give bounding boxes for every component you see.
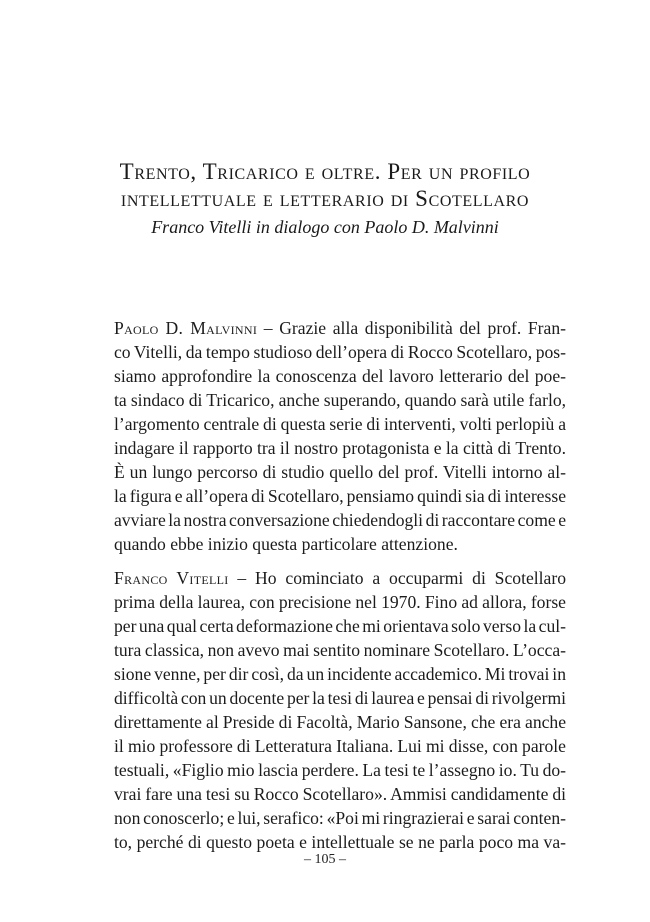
paragraph-1-line: la figura e all’opera di Scotellaro, pensiamo quindi sia di interesse — [114, 486, 566, 506]
paragraph-1-line: Paolo D. Malvinni – Grazie alla disponibilità del prof. Fran- — [114, 318, 566, 338]
paragraph-2-line: sione venne, per dir così, da un incidente accademico. Mi trovai in — [114, 664, 566, 684]
page-number: – 105 – — [304, 852, 346, 867]
paragraph-1-line: indagare il rapporto tra il nostro protagonista e la città di Trento. — [114, 438, 567, 458]
speaker-name: Franco Vitelli — [114, 568, 229, 588]
paragraph-2-line: prima della laurea, con precisione nel 1970. Fino ad allora, forse — [114, 592, 566, 612]
paragraph-2-line: direttamente al Preside di Facoltà, Mario Sansone, che era anche — [114, 712, 567, 732]
chapter-subtitle: Franco Vitelli in dialogo con Paolo D. Malvinni — [151, 217, 499, 237]
chapter-title-line-2: intellettuale e letterario di Scotellaro — [120, 186, 530, 211]
paragraph-2-line: non conoscerlo; e lui, serafico: «Poi mi ringrazierai e sarai conten- — [114, 808, 567, 828]
paragraph-2-line: difficoltà con un docente per la tesi di laurea e pensai di rivolgermi — [114, 688, 567, 708]
paragraph-1-line: ta sindaco di Tricarico, anche superando, quando sarà utile farlo, — [114, 390, 567, 410]
speaker-name: Paolo D. Malvinni — [114, 318, 258, 338]
paragraph-1-line: È un lungo percorso di studio quello del prof. Vitelli intorno al- — [114, 462, 566, 482]
paragraph-2-line: to, perché di questo poeta e intellettuale se ne parla poco ma va- — [114, 832, 566, 852]
paragraph-1-line: co Vitelli, da tempo studioso dell’opera di Rocco Scotellaro, pos- — [114, 342, 566, 362]
paragraph-1-line: quando ebbe inizio questa particolare attenzione. — [114, 534, 458, 554]
paragraph-2-line: vrai fare una tesi su Rocco Scotellaro». Ammisi candidamente di — [114, 784, 567, 804]
paragraph-2-line: Franco Vitelli – Ho cominciato a occuparmi di Scotellaro — [114, 568, 567, 588]
paragraph-2-line: il mio professore di Letteratura Italiana. Lui mi disse, con parole — [114, 736, 566, 756]
paragraph-1-line: l’argomento centrale di questa serie di interventi, volti perlopiù a — [114, 414, 567, 434]
chapter-title-line-1: Trento, Tricarico e oltre. Per un profilo — [119, 159, 531, 184]
paragraph-2-line: testuali, «Figlio mio lascia perdere. La tesi te l’assegno io. Tu do- — [114, 760, 567, 780]
paragraph-1-line: siamo approfondire la conoscenza del lavoro letterario del poe- — [114, 366, 566, 386]
paragraph-2-line: tura classica, non avevo mai sentito nominare Scotellaro. L’occa- — [114, 640, 567, 660]
paragraph-1-line: avviare la nostra conversazione chiedendogli di raccontare come e — [114, 510, 567, 530]
paragraph-2-line: per una qual certa deformazione che mi orientava solo verso la cul- — [114, 616, 567, 636]
